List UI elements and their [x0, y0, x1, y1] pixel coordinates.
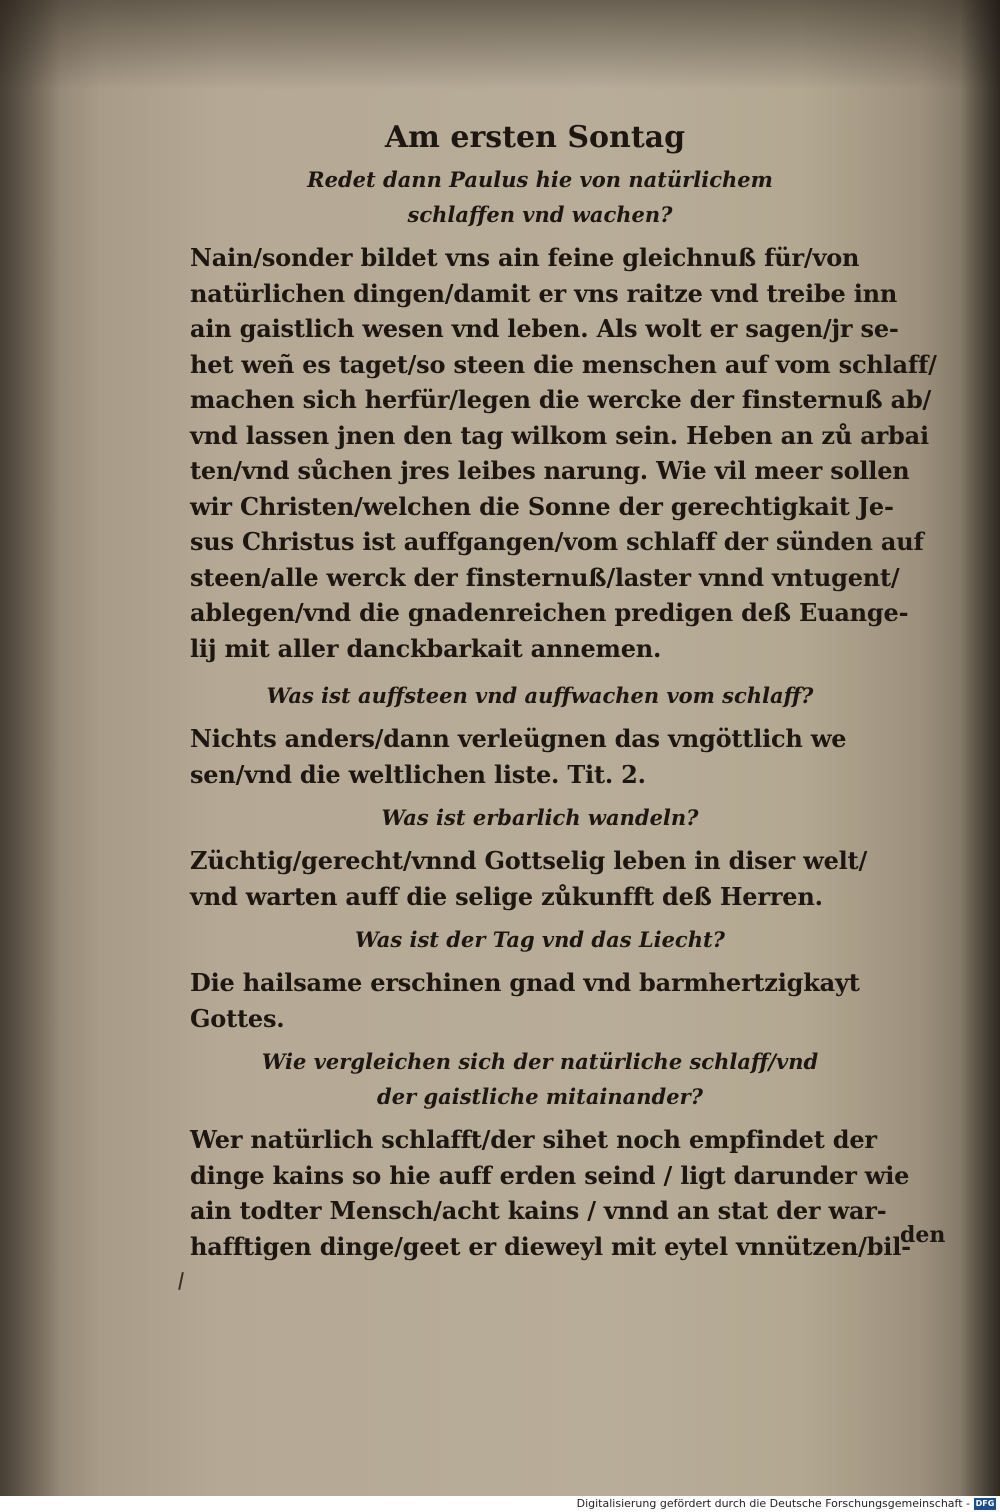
digitization-footer [0, 1496, 1000, 1512]
answer-line: ablegen/vnd die gnadenreichen predigen deß Euange- [190, 598, 909, 627]
question-line: der gaistliche mitainander? [377, 1084, 703, 1109]
answer-line: hafftigen dinge/geet er dieweyl mit eytel vnnützen/bil- [190, 1231, 911, 1261]
answer-line: dinge kains so hie auff erden seind / ligt darunder wie [190, 1160, 910, 1190]
answer-line: ain gaistlich wesen vnd leben. Als wolt er sagen/jr se- [190, 314, 899, 343]
answer-4 [190, 965, 950, 1036]
answer-line: het weñ es taget/so steen die menschen auf vom schlaff/ [190, 349, 937, 379]
answer-line: Wer natürlich schlafft/der sihet noch empfindet der [190, 1125, 877, 1154]
question-3 [190, 800, 950, 835]
page-gutter-shadow [0, 0, 60, 1496]
answer-line: Nichts anders/dann verleügnen das vngöttlich we [190, 724, 847, 753]
catchword: den [900, 1222, 946, 1248]
answer-3 [190, 843, 950, 914]
footer-credit: Digitalisierung gefördert durch die Deutsche Forschungsgemeinschaft - [576, 1497, 970, 1510]
text-block [190, 118, 950, 1264]
question-1 [190, 162, 950, 232]
answer-line: vnd warten auff die selige zůkunfft deß Herren. [190, 881, 823, 911]
answer-line: sus Christus ist auffgangen/vom schlaff der sünden auf [190, 527, 924, 556]
answer-line: ten/vnd sůchen jres leibes narung. Wie vil meer sollen [190, 456, 910, 485]
answer-1 [190, 240, 950, 666]
answer-line: vnd lassen jnen den tag wilkom sein. Heben an zů arbai [190, 420, 929, 450]
question-4 [190, 922, 950, 957]
answer-line: wir Christen/welchen die Sonne der gerechtigkait Je- [190, 491, 894, 521]
answer-line: Züchtig/gerecht/vnnd Gottselig leben in diser welt/ [190, 846, 868, 875]
question-2 [190, 678, 950, 713]
question-5 [190, 1044, 950, 1114]
answer-line: lij mit aller danckbarkait annemen. [190, 633, 662, 663]
answer-line: Nain/sonder bildet vns ain feine gleichnuß für/von [190, 243, 860, 272]
question-line: Redet dann Paulus hie von natürlichem [307, 167, 773, 192]
answer-5 [190, 1122, 950, 1264]
ink-mark [178, 1272, 184, 1290]
dfg-logo: DFG [975, 1499, 995, 1508]
answer-line: machen sich herfür/legen die wercke der finsternuß ab/ [190, 385, 932, 414]
page-edge-shadow [960, 0, 1000, 1496]
question-line: schlaffen vnd wachen? [407, 202, 673, 227]
answer-line: Gottes. [190, 1003, 285, 1033]
answer-2 [190, 721, 950, 792]
answer-line: sen/vnd die weltlichen liste. Tit. 2. [190, 759, 646, 789]
answer-line: ain todter Mensch/acht kains / vnnd an stat der war- [190, 1196, 887, 1225]
answer-line: steen/alle werck der finsternuß/laster vnnd vntugent/ [190, 562, 900, 592]
question-line: Was ist der Tag vnd das Liecht? [354, 927, 725, 952]
question-line: Was ist erbarlich wandeln? [381, 805, 699, 830]
page-heading: Am ersten Sontag [384, 120, 686, 155]
question-line: Wie vergleichen sich der natürliche schlaff/vnd [261, 1049, 819, 1074]
answer-line: natürlichen dingen/damit er vns raitze vnd treibe inn [190, 278, 898, 308]
question-line: Was ist auffsteen vnd auffwachen vom schlaff? [266, 683, 814, 708]
answer-line: Die hailsame erschinen gnad vnd barmhertzigkayt [190, 968, 860, 997]
page-shadow-top [0, 0, 1000, 90]
